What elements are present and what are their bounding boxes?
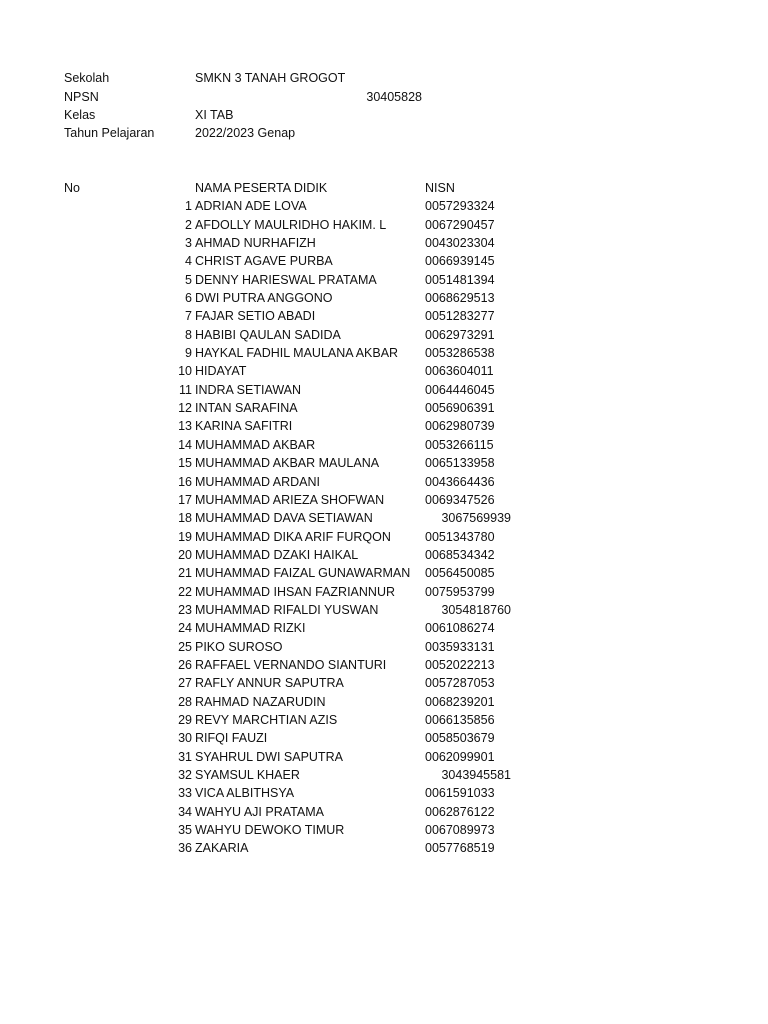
student-nisn: 0057293324: [425, 199, 495, 214]
table-row: [0, 399, 768, 417]
student-nisn: 0043023304: [425, 236, 495, 251]
student-nisn: 0062876122: [425, 804, 495, 819]
table-row: [0, 803, 768, 821]
student-nisn: 0053286538: [425, 346, 495, 361]
row-number: 2: [185, 217, 192, 232]
sekolah-label: Sekolah: [64, 71, 110, 85]
student-name: HIDAYAT: [195, 364, 247, 379]
student-nisn: 3067569939: [441, 511, 511, 526]
student-name: KARINA SAFITRI: [195, 419, 293, 434]
student-name: MUHAMMAD ARDANI: [195, 474, 321, 489]
kelas-label: Kelas: [64, 108, 96, 122]
table-row: [0, 528, 768, 546]
student-nisn: 0035933131: [425, 639, 495, 654]
sekolah-value: SMKN 3 TANAH GROGOT: [195, 71, 346, 85]
table-row: [0, 784, 768, 802]
student-name: RIFQI FAUZI: [195, 731, 268, 746]
student-name: RAFFAEL VERNANDO SIANTURI: [195, 657, 387, 672]
tahun-pelajaran-value: 2022/2023 Genap: [195, 126, 296, 140]
student-nisn: 0066135856: [425, 712, 495, 727]
student-name: MUHAMMAD DAVA SETIAWAN: [195, 511, 373, 526]
student-nisn: 0051481394: [425, 272, 495, 287]
table-row: [0, 307, 768, 325]
student-name: MUHAMMAD FAIZAL GUNAWARMAN: [195, 566, 411, 581]
student-name: FAJAR SETIO ABADI: [195, 309, 316, 324]
student-nisn: 0051283277: [425, 309, 495, 324]
info-row-tahun-pelajaran: [0, 124, 768, 142]
table-row: [0, 619, 768, 637]
student-nisn: 0069347526: [425, 492, 495, 507]
row-number: 6: [185, 291, 192, 306]
student-name: ADRIAN ADE LOVA: [195, 199, 307, 214]
student-name: INTAN SARAFINA: [195, 401, 298, 416]
student-table: [0, 179, 768, 858]
row-number: 5: [185, 272, 192, 287]
row-number: 24: [178, 621, 192, 636]
table-row: [0, 821, 768, 839]
row-number: 21: [178, 566, 192, 581]
student-name: MUHAMMAD DZAKI HAIKAL: [195, 547, 359, 562]
row-number: 12: [178, 401, 192, 416]
info-row-npsn: [0, 88, 768, 106]
row-number: 10: [178, 364, 192, 379]
row-number: 35: [178, 823, 192, 838]
table-header-row: [0, 179, 768, 197]
student-name: MUHAMMAD AKBAR: [195, 437, 316, 452]
student-nisn: 0057768519: [425, 841, 495, 856]
table-row: [0, 693, 768, 711]
student-nisn: 0062973291: [425, 327, 495, 342]
student-name: MUHAMMAD IHSAN FAZRIANNUR: [195, 584, 396, 599]
row-number: 28: [178, 694, 192, 709]
table-row: [0, 766, 768, 784]
table-row: [0, 638, 768, 656]
student-name: WAHYU DEWOKO TIMUR: [195, 823, 345, 838]
row-number: 11: [179, 382, 192, 397]
table-row: [0, 509, 768, 527]
student-name: DWI PUTRA ANGGONO: [195, 291, 333, 306]
student-nisn: 0057287053: [425, 676, 495, 691]
student-nisn: 0066939145: [425, 254, 495, 269]
table-row: [0, 326, 768, 344]
student-name: CHRIST AGAVE PURBA: [195, 254, 333, 269]
header-nisn: NISN: [425, 181, 455, 195]
kelas-value: XI TAB: [195, 108, 234, 122]
student-name: MUHAMMAD RIFALDI YUSWAN: [195, 602, 379, 617]
row-number: 15: [178, 456, 192, 471]
row-number: 20: [178, 547, 192, 562]
row-number: 30: [178, 731, 192, 746]
row-number: 26: [178, 657, 192, 672]
student-nisn: 0062980739: [425, 419, 495, 434]
student-name: SYAMSUL KHAER: [195, 768, 300, 782]
table-row: [0, 197, 768, 215]
header-no: No: [64, 181, 80, 195]
row-number: 14: [178, 437, 192, 452]
student-nisn: 0043664436: [425, 474, 495, 489]
student-nisn: 0065133958: [425, 456, 495, 471]
table-row: [0, 362, 768, 380]
row-number: 27: [178, 676, 192, 691]
npsn-value: 30405828: [366, 90, 422, 104]
student-name: RAFLY ANNUR SAPUTRA: [195, 676, 344, 691]
student-name: MUHAMMAD RIZKI: [195, 621, 306, 636]
student-nisn: 0068629513: [425, 291, 495, 306]
student-name: ZAKARIA: [195, 841, 249, 856]
header-nama-peserta-didik: NAMA PESERTA DIDIK: [195, 181, 328, 195]
student-nisn: 0056906391: [425, 401, 495, 416]
npsn-label: NPSN: [64, 90, 99, 104]
student-nisn: 0068534342: [425, 547, 495, 562]
table-row: [0, 674, 768, 692]
row-number: 7: [185, 309, 192, 324]
info-row-sekolah: [0, 69, 768, 87]
table-row: [0, 454, 768, 472]
row-number: 18: [178, 511, 192, 526]
student-nisn: 0075953799: [425, 584, 495, 599]
student-name: MUHAMMAD DIKA ARIF FURQON: [195, 529, 391, 544]
student-name: INDRA SETIAWAN: [195, 382, 302, 397]
table-row: [0, 748, 768, 766]
table-row: [0, 381, 768, 399]
table-row: [0, 271, 768, 289]
table-row: [0, 234, 768, 252]
table-row: [0, 216, 768, 234]
tahun-pelajaran-label: Tahun Pelajaran: [64, 126, 155, 140]
student-nisn: 0061086274: [425, 621, 495, 636]
student-nisn: 0056450085: [425, 566, 495, 581]
table-row: [0, 491, 768, 509]
row-number: 9: [185, 346, 192, 361]
row-number: 13: [178, 419, 192, 434]
row-number: 4: [185, 254, 192, 269]
table-row: [0, 729, 768, 747]
table-row: [0, 546, 768, 564]
student-name: SYAHRUL DWI SAPUTRA: [195, 749, 343, 764]
student-nisn: 0064446045: [425, 382, 495, 397]
table-row: [0, 473, 768, 491]
student-name: MUHAMMAD ARIEZA SHOFWAN: [195, 492, 385, 507]
info-row-kelas: [0, 106, 768, 124]
student-nisn: 0061591033: [425, 786, 495, 801]
student-name: AHMAD NURHAFIZH: [195, 236, 316, 251]
row-number: 36: [178, 841, 192, 856]
student-nisn: 0068239201: [425, 694, 495, 709]
student-nisn: 0053266115: [425, 437, 494, 452]
student-nisn: 0051343780: [425, 529, 495, 544]
student-name: WAHYU AJI PRATAMA: [195, 804, 324, 819]
student-nisn: 3054818760: [441, 602, 511, 617]
table-row: [0, 583, 768, 601]
row-number: 19: [178, 529, 192, 544]
table-row: [0, 289, 768, 307]
row-number: 8: [185, 327, 192, 342]
row-number: 17: [178, 492, 192, 507]
table-body: [0, 197, 768, 857]
row-number: 34: [178, 804, 192, 819]
student-name: PIKO SUROSO: [195, 639, 283, 654]
table-row: [0, 839, 768, 857]
student-name: VICA ALBITHSYA: [195, 786, 295, 801]
table-row: [0, 417, 768, 435]
table-row: [0, 344, 768, 362]
student-nisn: 0067290457: [425, 217, 495, 232]
row-number: 22: [178, 584, 192, 599]
student-nisn: 0063604011: [425, 364, 494, 379]
table-row: [0, 656, 768, 674]
row-number: 3: [185, 236, 192, 251]
row-number: 29: [178, 712, 192, 727]
student-name: MUHAMMAD AKBAR MAULANA: [195, 456, 380, 471]
student-nisn: 0058503679: [425, 731, 495, 746]
student-name: REVY MARCHTIAN AZIS: [195, 712, 338, 727]
table-row: [0, 564, 768, 582]
student-nisn: 0062099901: [425, 749, 495, 764]
row-number: 25: [178, 639, 192, 654]
student-name: DENNY HARIESWAL PRATAMA: [195, 272, 377, 287]
row-number: 31: [178, 749, 192, 764]
student-name: HAYKAL FADHIL MAULANA AKBAR: [195, 346, 399, 361]
student-name: HABIBI QAULAN SADIDA: [195, 327, 341, 342]
table-row: [0, 601, 768, 619]
student-name: AFDOLLY MAULRIDHO HAKIM. L: [195, 217, 387, 232]
student-nisn: 0067089973: [425, 823, 495, 838]
table-row: [0, 436, 768, 454]
student-name: RAHMAD NAZARUDIN: [195, 694, 326, 709]
student-nisn: 0052022213: [425, 657, 495, 672]
table-row: [0, 711, 768, 729]
row-number: 32: [178, 768, 192, 782]
row-number: 16: [178, 474, 192, 489]
table-row: [0, 252, 768, 270]
row-number: 1: [185, 199, 192, 214]
student-nisn: 3043945581: [441, 768, 511, 782]
row-number: 33: [178, 786, 192, 801]
row-number: 23: [178, 602, 192, 617]
